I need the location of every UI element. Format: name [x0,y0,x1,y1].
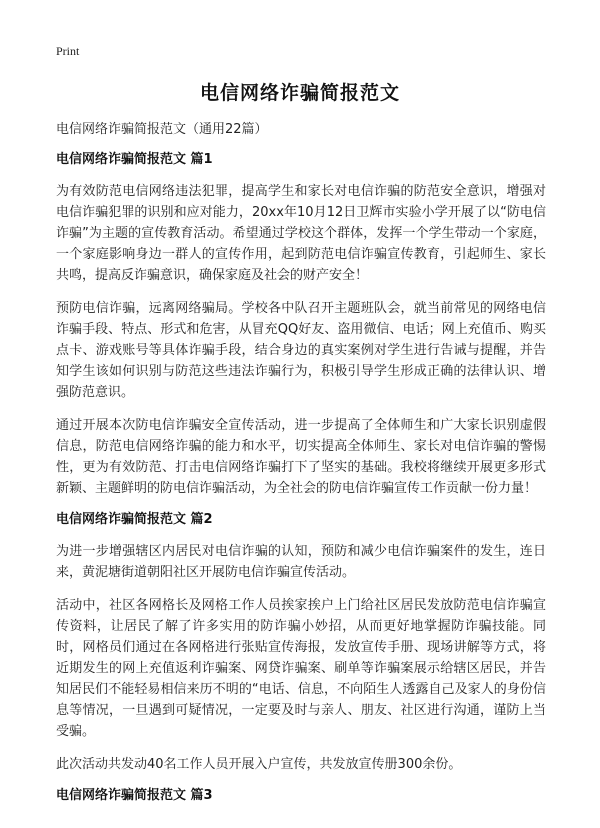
paragraph: 通过开展本次防电信诈骗安全宣传活动，进一步提高了全体师生和广大家长识别虚假信息，防范电信网络诈骗的能力和水平，切实提高全体师生、家长对电信诈骗的警惕性，更为有效防范、打击电信网络诈骗打下了坚实的基础。我校将继续开展更多形式新颖、主题鲜明的防电信诈骗活动，为全社会的防电信诈骗宣传工作贡献一份力量！ [56,418,546,496]
document-subtitle: 电信网络诈骗简报范文（通用22篇） [56,122,268,137]
section-2 [56,511,546,775]
document-body [56,121,546,817]
section-heading: 电信网络诈骗简报范文 篇2 [56,512,213,527]
section-heading: 电信网络诈骗简报范文 篇1 [56,152,213,167]
paragraph: 为有效防范电信网络违法犯罪，提高学生和家长对电信诈骗的防范安全意识，增强对电信诈骗犯罪的识别和应对能力，20xx年10月12日卫辉市实验小学开展了以“防电信诈骗”为主题的宣传教育活动。希望通过学校这个群体，发挥一个学生带动一个家庭，一个家庭影响身边一群人的宣传作用，起到防范电信诈骗宣传教育，引起师生、家长共鸣，提高反诈骗意识，确保家庭及社会的财产安全！ [56,184,546,283]
paragraph: 为进一步增强辖区内居民对电信诈骗的认知，预防和减少电信诈骗案件的发生，连日来，黄泥塘街道朝阳社区开展防电信诈骗宣传活动。 [56,544,546,580]
print-link[interactable]: Print [56,44,80,58]
section-1 [56,151,546,499]
section-heading: 电信网络诈骗简报范文 篇3 [56,788,213,803]
page-title: 电信网络诈骗简报范文 [199,82,400,104]
section-3 [56,787,546,805]
paragraph: 预防电信诈骗，远离网络骗局。学校各中队召开主题班队会，就当前常见的网络电信诈骗手段、特点、形式和危害，从冒充QQ好友、盗用微信、电话；网上充值币、购买点卡、游戏账号等具体诈骗手段，结合身边的真实案例对学生进行告诫与提醒，并告知学生该如何识别与防范这些违法诈骗行为，积极引导学生形成正确的法律认识、增强防范意识。 [56,301,546,400]
paragraph: 此次活动共发动40名工作人员开展入户宣传，共发放宣传册300余份。 [56,757,462,772]
paragraph: 活动中，社区各网格长及网格工作人员挨家挨户上门给社区居民发放防范电信诈骗宣传资料，让居民了解了许多实用的防诈骗小妙招，从而更好地掌握防诈骗技能。同时，网格员们通过在各网格进行张贴宣传海报，发放宣传手册、现场讲解等方式，将近期发生的网上充值返利诈骗案、网贷诈骗案、刷单等诈骗案展示给辖区居民，并告知居民们不能轻易相信来历不明的“电话、信息，不向陌生人透露自己及家人的身份信息等情况，一旦遇到可疑情况，一定要及时与亲人、朋友、社区进行沟通，谨防上当受骗。 [56,598,546,739]
